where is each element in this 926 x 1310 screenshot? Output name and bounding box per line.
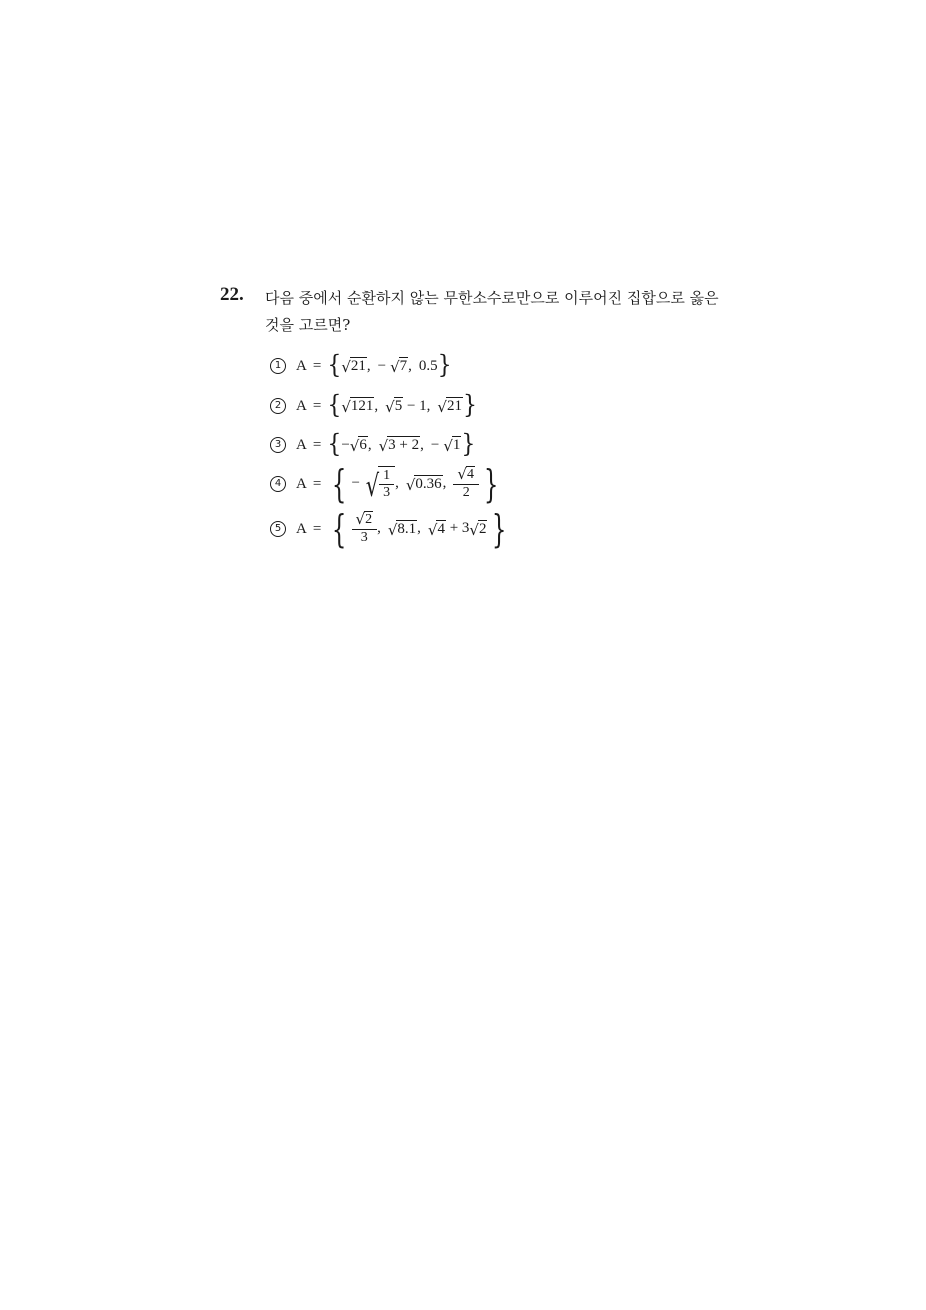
equals-sign: = (312, 397, 322, 414)
term: − √ 6 (341, 436, 367, 455)
right-brace: } (461, 430, 476, 459)
set-name: A (296, 520, 307, 537)
term: √ 4 + 3 √ 2 (427, 520, 487, 539)
set-name: A (296, 436, 307, 453)
fraction: √ 4 2 (455, 466, 477, 503)
choice-marker-3: 3 (270, 437, 286, 453)
choice-marker-1: 1 (270, 358, 286, 374)
set-elements: − √ 6 , √ 3 + 2 , − √ 1 (341, 436, 461, 455)
left-brace: { (332, 507, 347, 551)
question-text (265, 285, 745, 339)
question-text-line-1: 다음 중에서 순환하지 않는 무한소수로만으로 이루어진 집합으로 옳은 (265, 289, 719, 307)
right-brace: } (492, 507, 507, 551)
term: − √ 1 (430, 436, 461, 455)
right-brace: } (437, 351, 452, 380)
term: − √ $\frac{1}{3}$ (352, 466, 396, 502)
set-elements: √ 2 3 , √ 8.1 , √ 4 + 3 √ 2 (352, 511, 488, 548)
choice-5[interactable] (270, 507, 512, 551)
choice-3[interactable] (270, 430, 476, 459)
sqrt-expression: √ 21 (341, 357, 366, 376)
sqrt-expression: √ 3 + 2 (378, 436, 420, 455)
term: − √ 7 (377, 357, 408, 376)
equals-sign: = (312, 436, 322, 453)
choice-1[interactable] (270, 351, 452, 380)
choice-marker-2: 2 (270, 398, 286, 414)
left-brace: { (327, 430, 342, 459)
question-number: 22. (220, 284, 244, 305)
right-brace: } (462, 391, 477, 420)
equals-sign: = (312, 475, 322, 492)
equals-sign: = (312, 357, 322, 374)
left-brace: { (332, 462, 347, 506)
right-brace: } (483, 462, 499, 506)
term: √ 5 − 1 (385, 397, 427, 416)
sqrt-expression: √ 21 (437, 397, 462, 416)
left-brace: { (327, 391, 342, 420)
sqrt-expression: √ 8.1 (387, 520, 417, 539)
set-elements: √ 21 , − √ 7 , 0.5 (341, 357, 438, 376)
sqrt-expression: √ 0.36 (405, 475, 442, 494)
set-elements: − √ $\frac{1}{3}$ , √ 0.36 , √ 4 2 (352, 466, 479, 503)
equals-sign: = (312, 520, 322, 537)
fraction: √ 2 3 (354, 511, 376, 548)
set-name: A (296, 397, 307, 414)
choice-marker-5: 5 (270, 521, 286, 537)
set-name: A (296, 357, 307, 374)
choice-4[interactable] (270, 462, 503, 506)
choice-2[interactable] (270, 391, 477, 420)
set-elements: √ 121 , √ 5 − 1 , √ 21 (341, 397, 462, 416)
sqrt-expression: √ 121 (341, 397, 374, 416)
left-brace: { (327, 351, 342, 380)
question-text-line-2: 것을 고르면? (265, 316, 351, 334)
term: 0.5 (418, 357, 438, 374)
set-name: A (296, 475, 307, 492)
choice-marker-4: 4 (270, 476, 286, 492)
